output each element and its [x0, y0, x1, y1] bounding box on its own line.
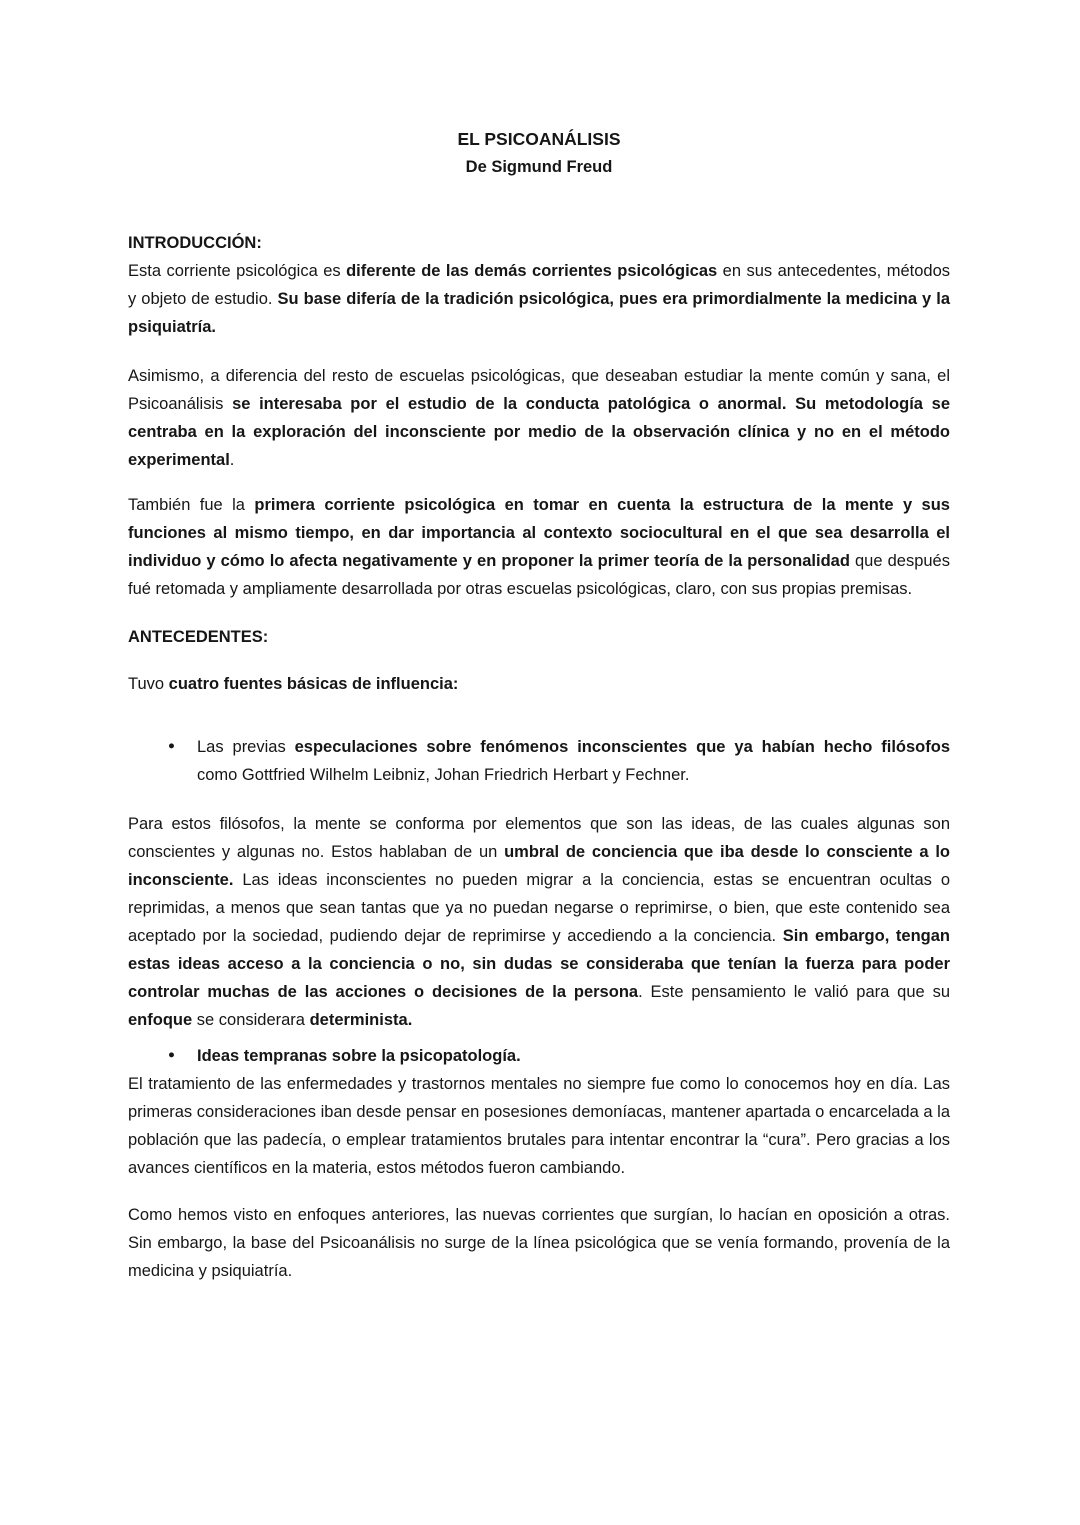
- text-run-bold: ANTECEDENTES:: [128, 628, 269, 646]
- text-run: en sus antecedentes, métodos y objeto de estudio.: [128, 262, 950, 308]
- document-title: EL PSICOANÁLISIS: [457, 129, 621, 149]
- intro-paragraph-3: [128, 491, 950, 603]
- psychopathology-paragraph: [128, 1070, 950, 1182]
- text-run: . Este pensamiento le valió para que su: [638, 983, 950, 1001]
- text-run-bold: determinista.: [309, 1011, 413, 1029]
- text-run: También fue la: [128, 496, 255, 514]
- text-run-bold: cuatro fuentes básicas de influencia:: [168, 675, 459, 693]
- text-run-bold: especulaciones sobre fenómenos inconscientes que ya habían hecho filósofos: [294, 738, 950, 756]
- text-run-bold: se interesaba por el estudio de la conducta patológica o anormal. Su metodología se centraba en la exploración del inconsciente por medio de la observación clínica y no en el método experimental: [128, 395, 950, 469]
- text-run-bold: Su base difería de la tradición psicológica, pues era primordialmente la medicina y la psiquiatría.: [128, 290, 951, 336]
- text-run: Asimismo, a diferencia del resto de escuelas psicológicas, que deseaban estudiar la mente común y sana, el Psicoanálisis: [128, 367, 950, 413]
- text-run-bold: INTRODUCCIÓN:: [128, 234, 262, 252]
- text-run-bold: umbral de conciencia que iba desde lo consciente a lo inconsciente.: [128, 843, 950, 889]
- bullet-text: [197, 1047, 521, 1065]
- text-run-bold: Sin embargo, tengan estas ideas acceso a la conciencia o no, sin dudas se consideraba que tenían la fuerza para poder controlar muchas de las acciones o decisiones de la persona: [128, 927, 950, 1001]
- text-run-bold: Ideas tempranas sobre la psicopatología.: [197, 1047, 521, 1065]
- text-run: Esta corriente psicológica es: [128, 262, 347, 280]
- bullet-icon: ●: [168, 1049, 175, 1061]
- closing-paragraph: [128, 1201, 950, 1285]
- philosophers-paragraph: [128, 810, 950, 1034]
- antecedentes-heading: [128, 623, 950, 651]
- text-run: Para estos filósofos, la mente se conforma por elementos que son las ideas, de las cuales algunas son conscientes y algunas no. Estos hablaban de un: [128, 815, 950, 861]
- text-run: se considerara: [192, 1011, 310, 1029]
- document-subtitle: De Sigmund Freud: [465, 158, 613, 176]
- text-run: que después fué retomada y ampliamente desarrollada por otras escuelas psicológicas, claro, con sus propias premisas.: [128, 552, 950, 598]
- text-run: Las previas: [197, 738, 295, 756]
- intro-paragraph-2: [128, 362, 950, 474]
- bullet-icon: ●: [168, 740, 175, 752]
- text-run-bold: enfoque: [128, 1011, 193, 1029]
- intro-paragraph-1: [128, 257, 950, 341]
- text-run: Como hemos visto en enfoques anteriores, las nuevas corrientes que surgían, lo hacían en oposición a otras. Sin embargo, la base del Psicoanálisis no surge de la línea psicológica que se venía formando, provenía de la medicina y psiquiatría.: [128, 1206, 950, 1280]
- text-run: .: [229, 451, 235, 469]
- document-content: [128, 229, 950, 1285]
- text-run: El tratamiento de las enfermedades y trastornos mentales no siempre fue como lo conocemos hoy en día. Las primeras consideraciones iban desde pensar en posesiones demoníacas, mantener apartada o encarcelada a la población que las padecía, o emplear tratamientos brutales para intentar encontrar la “cura”. Pero gracias a los avances científicos en la materia, estos métodos fueron cambiando.: [128, 1075, 950, 1177]
- bullet-psychopathology: [128, 1042, 950, 1070]
- text-run-bold: primera corriente psicológica en tomar en cuenta la estructura de la mente y sus funciones al mismo tiempo, en dar importancia al contexto sociocultural en el que sea desarrolla el individuo y cómo lo afecta negativamente y en proponer la primer teoría de la personalidad: [128, 496, 950, 570]
- text-run: como Gottfried Wilhelm Leibniz, Johan Friedrich Herbart y Fechner.: [197, 766, 690, 784]
- text-run-bold: diferente de las demás corrientes psicológicas: [346, 262, 718, 280]
- text-run: Tuvo: [128, 675, 169, 693]
- bullet-philosophers: [128, 733, 950, 789]
- text-run: Las ideas inconscientes no pueden migrar a la conciencia, estas se encuentran ocultas o reprimidas, a menos que sean tantas que ya no puedan negarse o reprimirse, o bien, que este contenido sea aceptado por la sociedad, pudiendo dejar de reprimirse y accediendo a la conciencia.: [128, 871, 950, 945]
- sources-intro: [128, 670, 950, 698]
- bullet-text: [197, 738, 950, 784]
- introduction-heading: [128, 229, 950, 257]
